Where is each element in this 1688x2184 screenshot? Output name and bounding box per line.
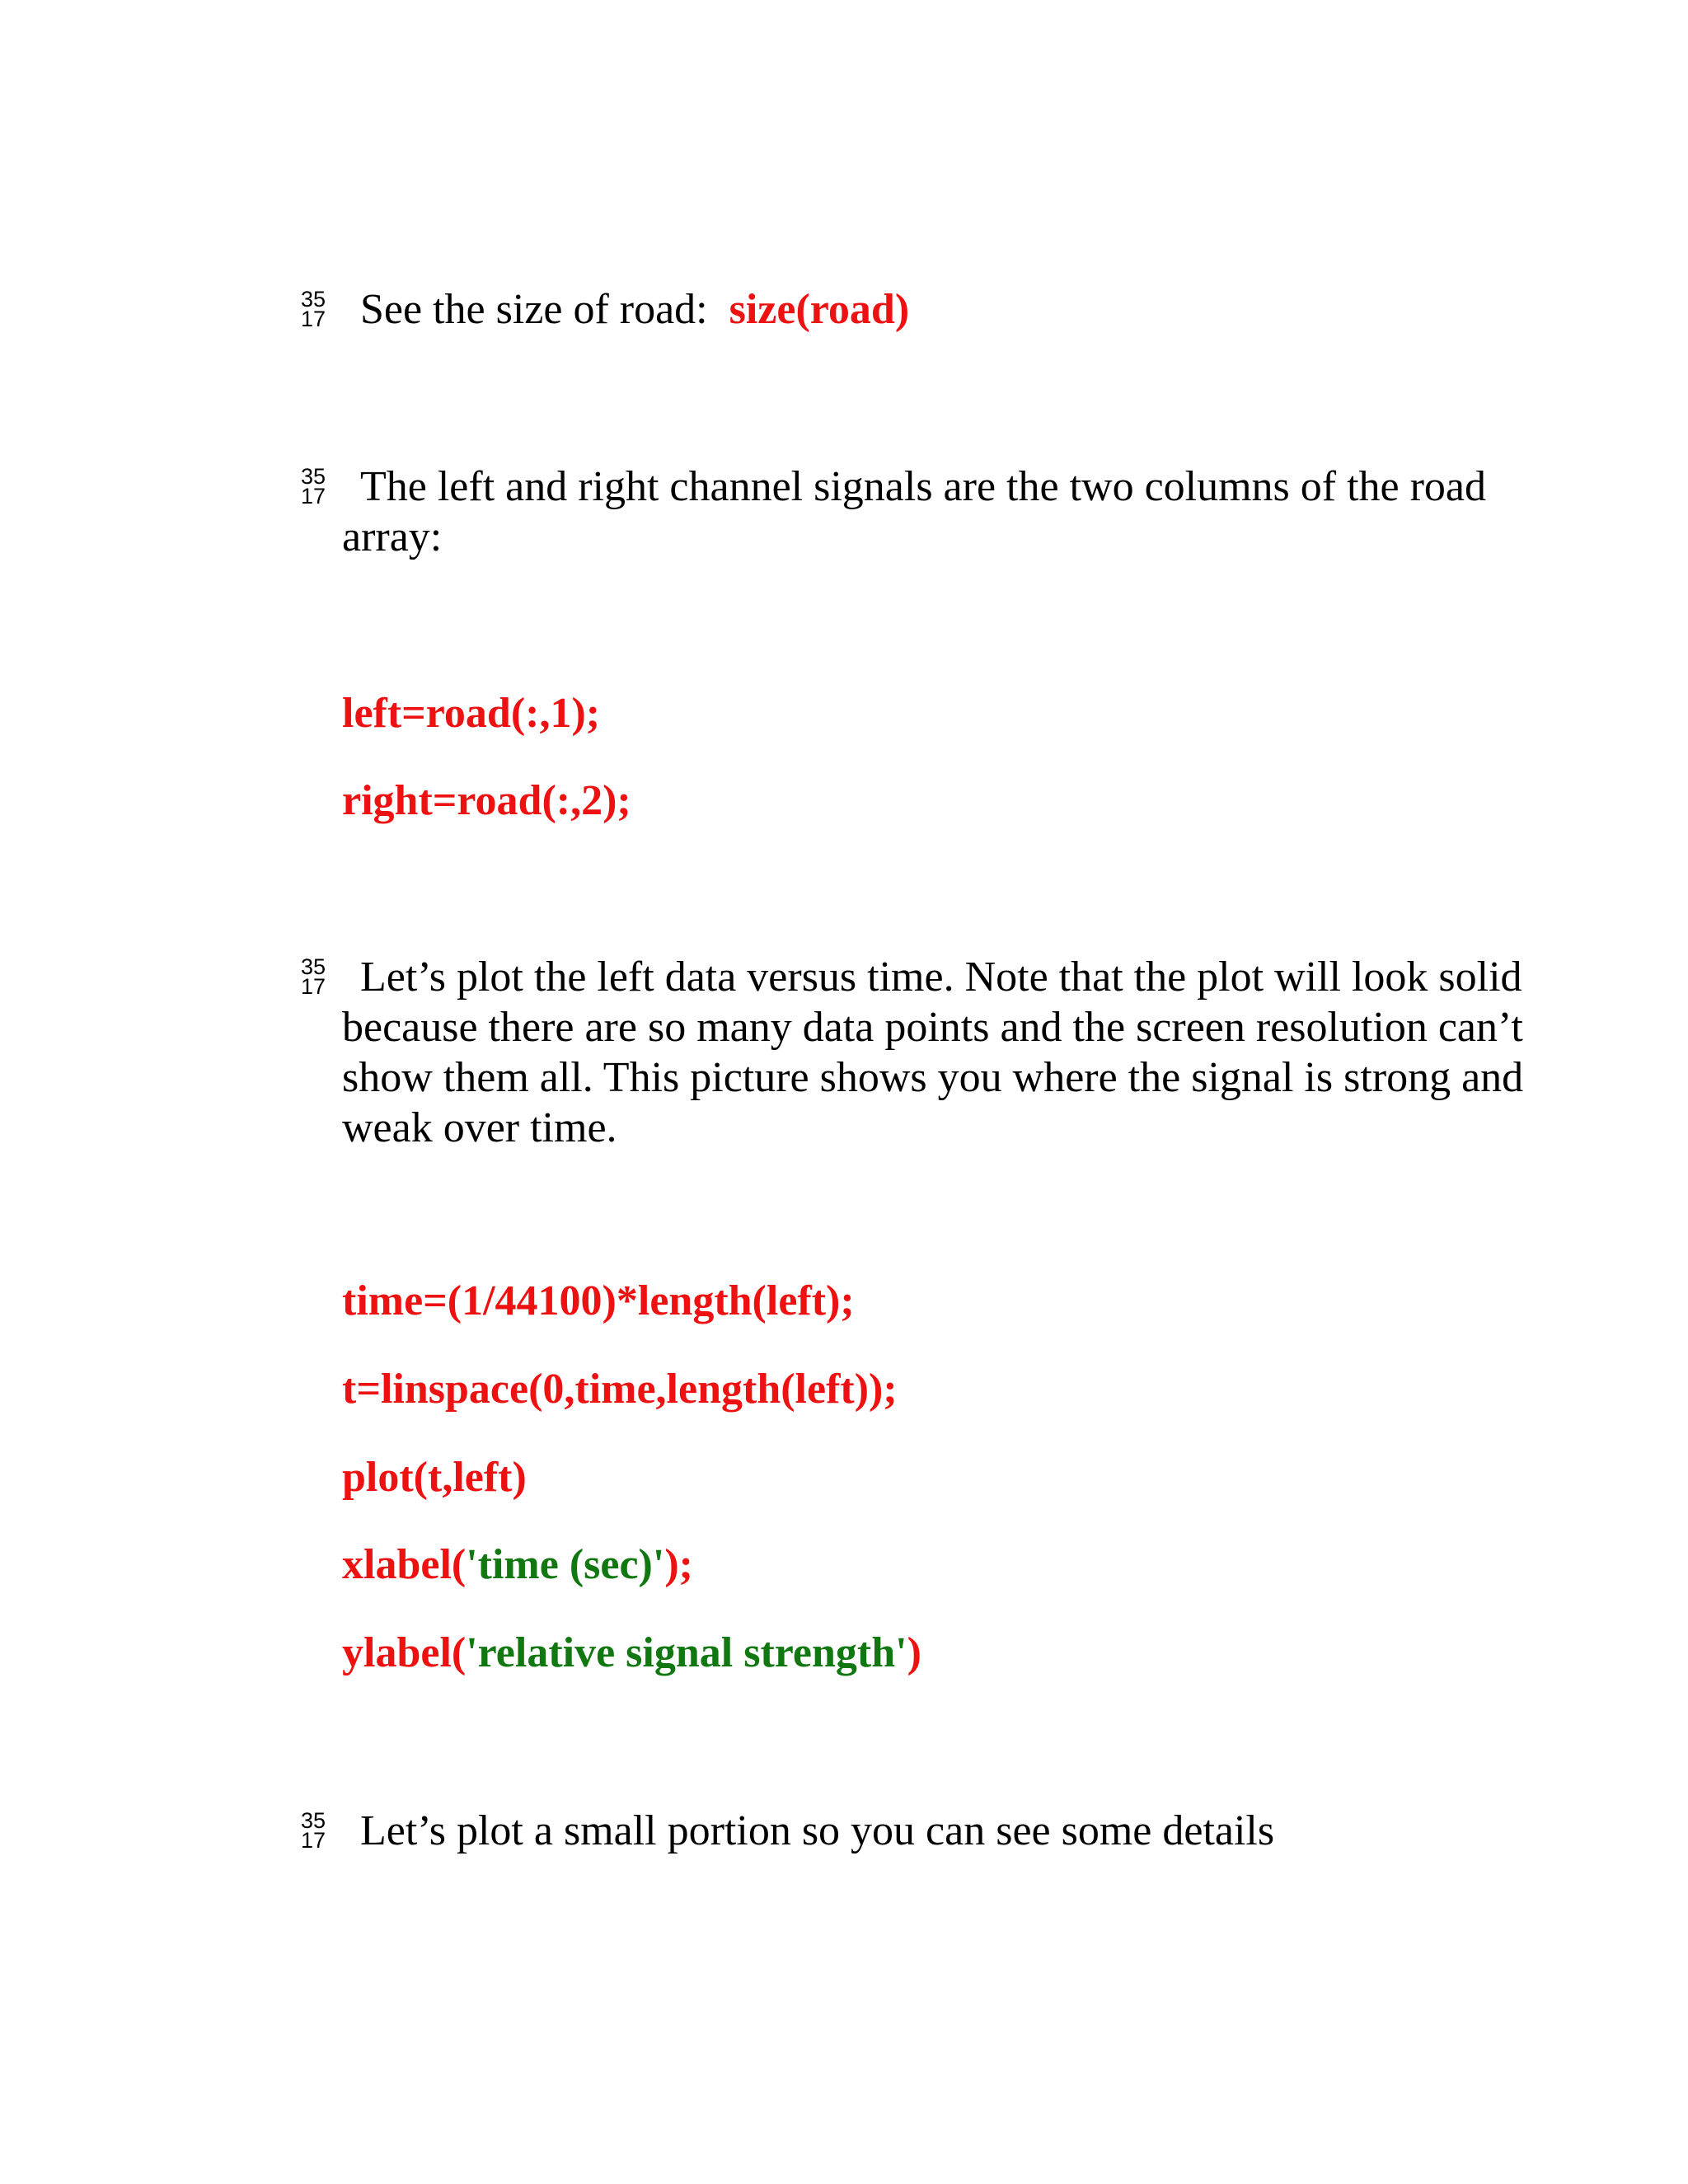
code-xlabel-prefix: xlabel( (342, 1541, 467, 1588)
bullet-item-plot-left (295, 952, 1531, 1153)
code-xlabel-string: 'time (sec)' (466, 1541, 665, 1588)
bullet-text: The left and right channel signals are the two columns of the road array: (342, 463, 1487, 560)
bullet-marker-icon: 35 17 (300, 287, 326, 331)
code-line-right: right=road(:,2); (342, 777, 631, 824)
code-xlabel-suffix: ); (664, 1541, 693, 1588)
inline-code-size-road: size(road) (729, 286, 910, 333)
code-line-left: left=road(:,1); (342, 690, 601, 737)
code-line-ylabel (342, 1629, 921, 1678)
code-line-linspace: t=linspace(0,time,length(left)); (342, 1366, 898, 1413)
code-line-xlabel (342, 1540, 693, 1590)
code-ylabel-string: 'relative signal strength' (466, 1629, 907, 1676)
bullet-item-channels (295, 462, 1531, 562)
bullet-text: Let’s plot a small portion so you can see some details (360, 1807, 1275, 1854)
bullet-item-small-portion (295, 1806, 1531, 1856)
bullet-marker-icon: 35 17 (300, 1808, 326, 1853)
bullet-marker-icon: 35 17 (300, 464, 326, 509)
bullet-text: Let’s plot the left data versus time. Note that the plot will look solid because there are so many data points and the screen resolution can’t show them all. This picture shows you where the signal is strong and weak over time. (342, 954, 1524, 1151)
code-ylabel-prefix: ylabel( (342, 1629, 467, 1676)
code-line-time: time=(1/44100)*length(left); (342, 1277, 855, 1324)
bullet-text (295, 284, 1531, 335)
bullet-marker-icon: 35 17 (300, 954, 326, 999)
code-ylabel-suffix: ) (907, 1629, 921, 1676)
code-line-plot: plot(t,left) (342, 1454, 527, 1501)
bullet-text-plain: See the size of road: (360, 286, 729, 333)
bullet-item-size (295, 284, 1531, 335)
